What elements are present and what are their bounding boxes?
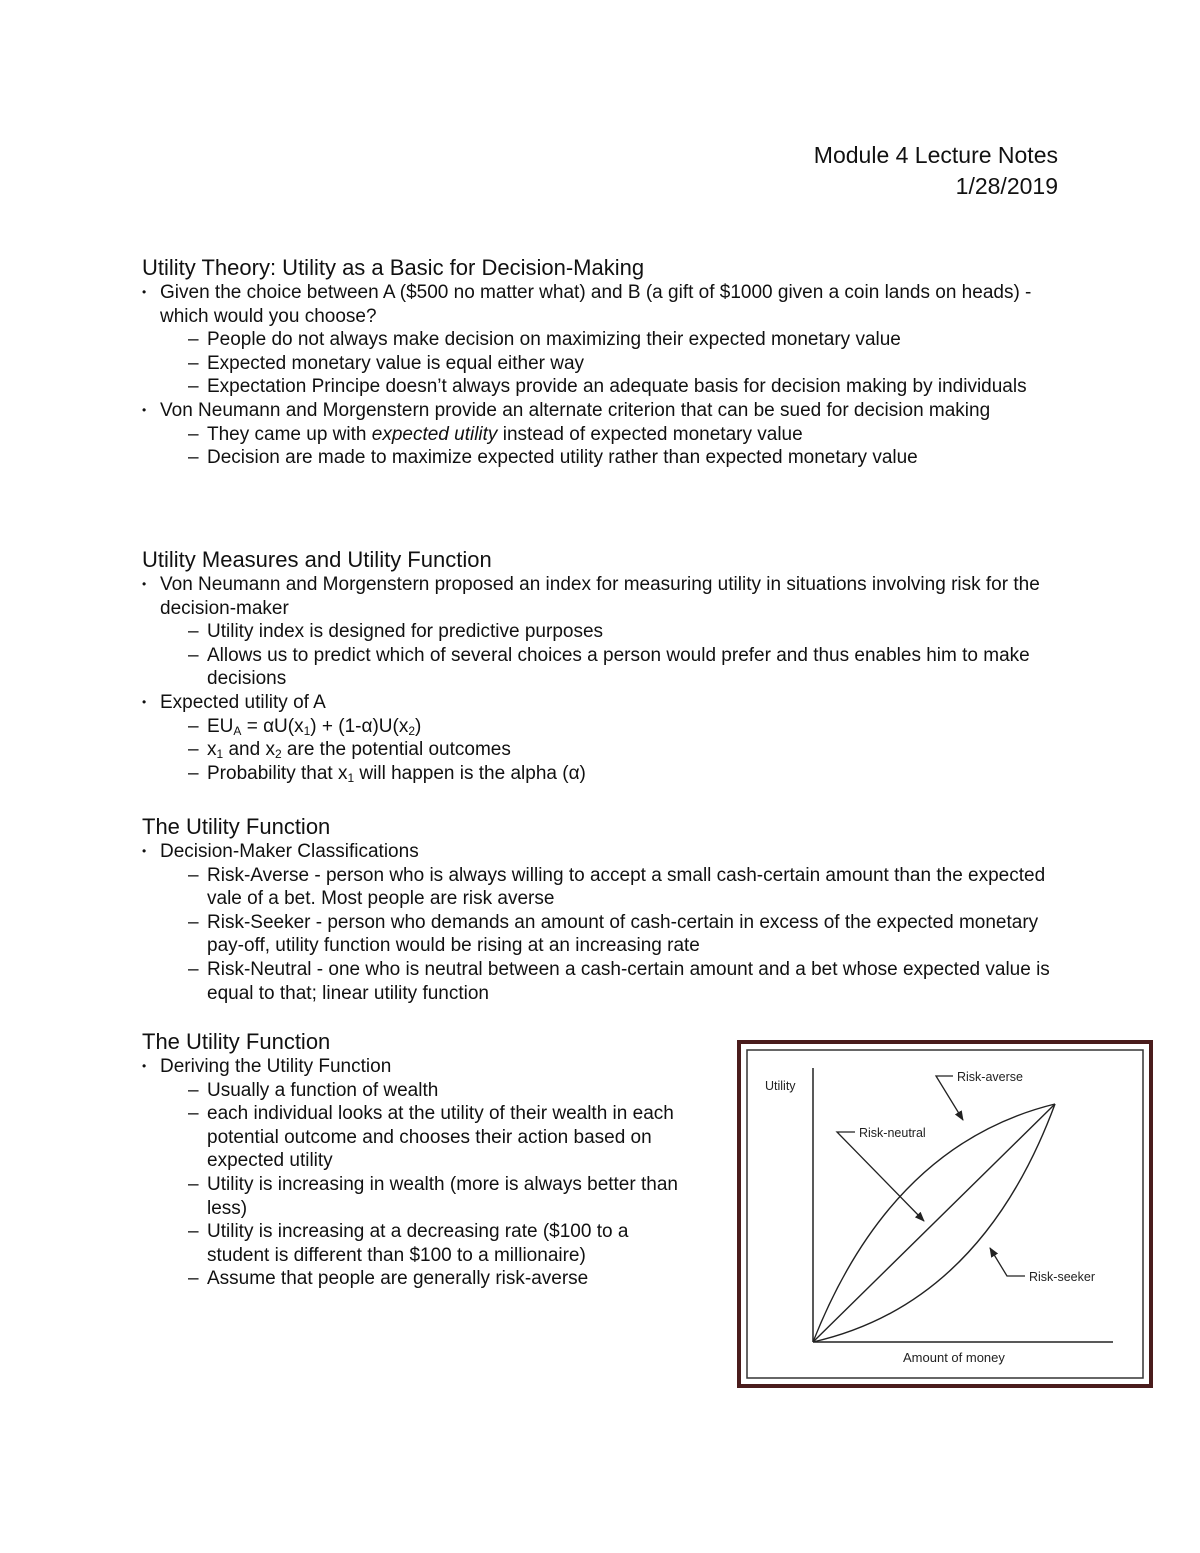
bullet-item (142, 281, 1062, 399)
sub-item (188, 738, 1062, 762)
sub-text: Allows us to predict which of several choices a person would prefer and thus enables him to make decisions (207, 644, 1030, 690)
formula-sub: 1 (303, 723, 311, 738)
sub-item (188, 446, 1062, 470)
sub-text: Risk-Averse - person who is always willing to accept a small cash-certain amount than the expected vale of a bet. Most people are risk averse (207, 864, 1046, 910)
outcome-sub: 1 (216, 747, 224, 762)
sub-item (188, 958, 1062, 1005)
dash-marker: – (188, 762, 199, 784)
document-title: Module 4 Lecture Notes (813, 142, 1058, 168)
inner-frame (747, 1050, 1143, 1378)
probability-sub: 1 (347, 770, 355, 785)
sub-text: Usually a function of wealth (207, 1079, 439, 1101)
dash-marker: – (188, 864, 199, 886)
emphasis-text: expected utility (371, 423, 498, 445)
sub-item (188, 864, 1062, 911)
dash-marker: – (188, 352, 199, 374)
sub-text: People do not always make decision on maximizing their expected monetary value (207, 329, 901, 351)
sub-item (188, 762, 1062, 786)
sub-text-after: instead of expected monetary value (497, 423, 803, 445)
sub-text: Decision are made to maximize expected utility rather than expected monetary value (207, 447, 918, 469)
sub-item (188, 911, 1062, 958)
sub-text: Risk-Neutral - one who is neutral between a cash-certain amount and a bet whose expected value is equal to that; linear utility function (207, 958, 1050, 1004)
dash-marker: – (188, 715, 199, 737)
y-axis-label: Utility (765, 1079, 796, 1093)
bullet-text: Von Neumann and Morgenstern provide an alternate criterion that can be sued for decision making (160, 399, 991, 421)
dash-marker: – (188, 958, 199, 980)
bullet-text: Deriving the Utility Function (160, 1056, 392, 1077)
outcome-text: x (207, 739, 217, 761)
sub-text: each individual looks at the utility of their wealth in each potential outcome and chooses their action based on expected utility (207, 1103, 674, 1172)
bullet-marker: • (142, 694, 147, 709)
bullet-text: Von Neumann and Morgenstern proposed an index for measuring utility in situations involving risk for the decision-maker (160, 574, 1040, 619)
outcome-sub: 2 (274, 747, 282, 762)
document-header (814, 140, 1058, 202)
bullet-item (142, 573, 1062, 691)
sub-item (188, 1102, 687, 1173)
bullet-marker: • (142, 402, 147, 417)
risk-neutral-line (813, 1104, 1055, 1342)
section-title: Utility Measures and Utility Function (142, 547, 492, 572)
bullet-marker: • (142, 285, 147, 299)
bullet-marker: • (142, 1059, 147, 1073)
dash-marker: – (188, 739, 199, 761)
formula-eu: EU (207, 715, 234, 737)
sub-item (188, 1220, 687, 1267)
sub-item (188, 620, 1062, 644)
sub-item (188, 375, 1062, 399)
sub-item (188, 1173, 687, 1220)
x-axis-label: Amount of money (903, 1350, 1005, 1365)
section-utility-function-classifications (142, 815, 1062, 1005)
dash-marker: – (188, 621, 199, 643)
sub-text: Expectation Principe doesn’t always provide an adequate basis for decision making by individuals (207, 376, 1027, 398)
sub-item (188, 1079, 687, 1103)
dash-marker: – (188, 1221, 199, 1243)
sub-text: Assume that people are generally risk-averse (207, 1268, 589, 1290)
utility-curves-diagram (741, 1044, 1149, 1384)
sub-item (188, 644, 1062, 691)
dash-marker: – (188, 447, 199, 469)
sub-text: Expected monetary value is equal either way (207, 352, 585, 374)
formula-part: = αU(x (241, 715, 304, 737)
bullet-text: Expected utility of A (160, 691, 326, 713)
sub-item (188, 1267, 687, 1291)
formula-sub: 2 (408, 723, 416, 738)
bullet-marker: • (142, 844, 147, 858)
sub-text: Utility is increasing at a decreasing rate ($100 to a student is different than $100 to a millionaire) (207, 1221, 629, 1266)
risk-neutral-label: Risk-neutral (859, 1126, 926, 1140)
sub-text-before: They came up with (207, 423, 372, 445)
outcome-text: are the potential outcomes (281, 739, 511, 761)
risk-neutral-pointer (837, 1132, 924, 1221)
dash-marker: – (188, 1103, 199, 1125)
bullet-text: Given the choice between A ($500 no matter what) and B (a gift of $1000 given a coin lands on heads) - which would you choose? (160, 282, 1032, 327)
bullet-text: Decision-Maker Classifications (160, 841, 419, 862)
dash-marker: – (188, 423, 199, 445)
sub-text: Utility index is designed for predictive purposes (207, 621, 604, 643)
section-title: Utility Theory: Utility as a Basic for Decision-Making (142, 255, 645, 280)
bullet-item (142, 840, 1062, 1005)
dash-marker: – (188, 644, 199, 666)
section-utility-theory (142, 256, 1062, 470)
section-title: The Utility Function (142, 814, 331, 839)
formula-part: ) (415, 715, 422, 737)
formula-part: ) + (1-α)U(x (310, 715, 409, 737)
sub-text: Risk-Seeker - person who demands an amount of cash-certain in excess of the expected monetary pay-off, utility function would be rising at an increasing rate (207, 911, 1039, 957)
probability-text: will happen is the alpha (α) (354, 762, 586, 784)
dash-marker: – (188, 1268, 199, 1290)
document-date: 1/28/2019 (955, 173, 1058, 199)
sub-item (188, 423, 1062, 447)
formula-item (188, 715, 1062, 739)
dash-marker: – (188, 1173, 199, 1195)
dash-marker: – (188, 1079, 199, 1101)
formula-eu-sub: A (233, 723, 242, 738)
risk-seeker-label: Risk-seeker (1029, 1270, 1095, 1284)
dash-marker: – (188, 329, 199, 351)
dash-marker: – (188, 911, 199, 933)
sub-item (188, 328, 1062, 352)
section-title: The Utility Function (142, 1029, 331, 1054)
bullet-item (142, 399, 1062, 470)
risk-seeker-pointer (990, 1248, 1025, 1276)
sub-text: Utility is increasing in wealth (more is always better than less) (207, 1173, 678, 1219)
section-deriving-utility-function (142, 1030, 687, 1291)
section-utility-measures (142, 548, 1062, 785)
outcome-text: and x (223, 739, 275, 761)
sub-item (188, 352, 1062, 376)
utility-function-figure (737, 1040, 1153, 1388)
bullet-item (142, 691, 1062, 785)
probability-text: Probability that x (207, 762, 348, 784)
dash-marker: – (188, 376, 199, 398)
bullet-item (142, 1055, 687, 1291)
bullet-marker: • (142, 577, 147, 591)
risk-averse-label: Risk-averse (957, 1070, 1023, 1084)
